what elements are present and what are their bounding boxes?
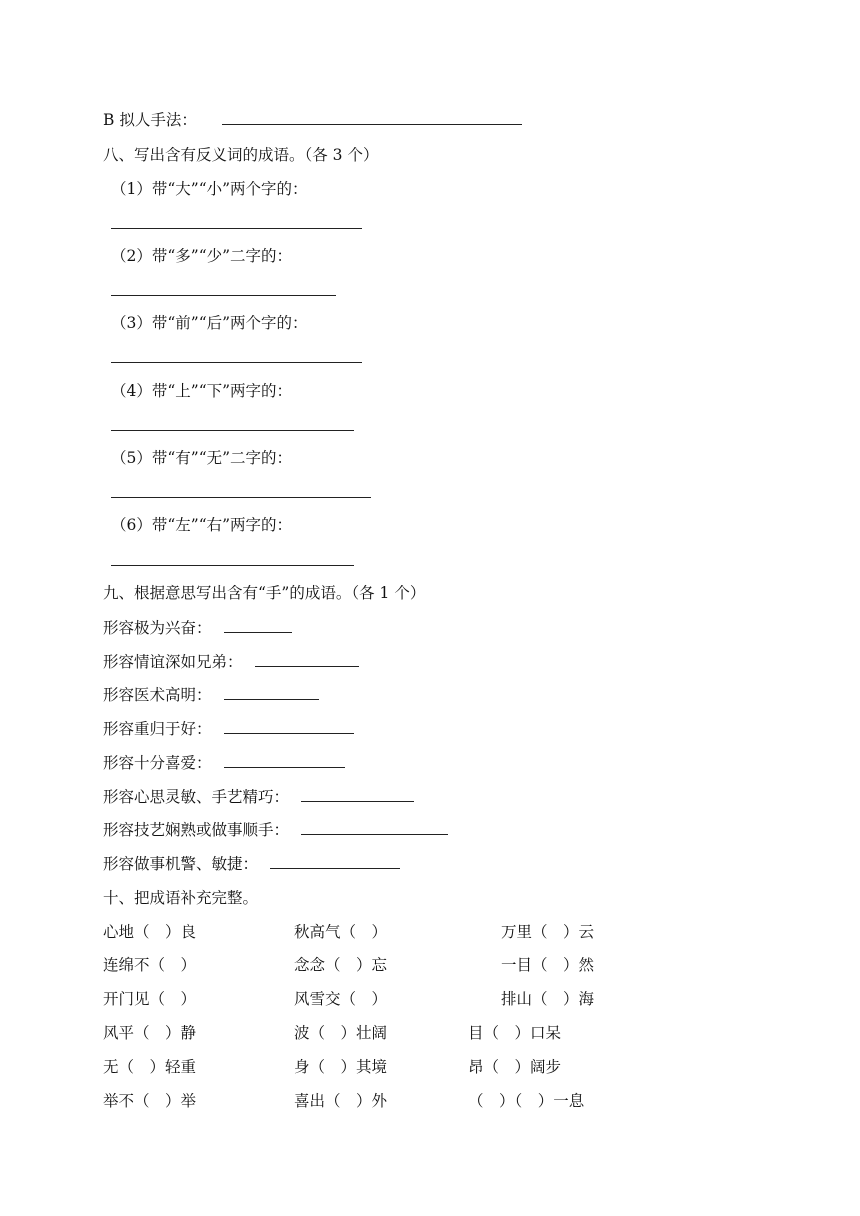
idiom-cell[interactable]: 念念（ ）忘 — [294, 956, 388, 974]
b-personification-line — [103, 110, 522, 130]
s9-item-6 — [103, 787, 414, 807]
section-9-title: 九、根据意思写出含有“手”的成语。（各 1 个） — [103, 584, 426, 602]
idiom-cell[interactable]: 无（ ）轻重 — [103, 1058, 197, 1076]
idiom-cell[interactable]: 喜出（ ）外 — [294, 1092, 388, 1110]
answer-blank[interactable] — [224, 618, 292, 633]
s8-question-1: （1）带“大”“小”两个字的： — [111, 180, 308, 198]
s9-item-3 — [103, 685, 319, 705]
answer-blank[interactable] — [224, 753, 345, 768]
s9-prompt: 形容技艺娴熟或做事顺手： — [103, 821, 290, 839]
answer-blank[interactable] — [224, 685, 319, 700]
s8-answer-line-3[interactable] — [111, 362, 362, 363]
answer-blank[interactable] — [270, 854, 400, 869]
idiom-cell[interactable]: 身（ ）其境 — [294, 1058, 388, 1076]
s8-answer-line-5[interactable] — [111, 497, 371, 498]
s9-item-8 — [103, 854, 400, 874]
idiom-cell[interactable]: 秋高气（ ） — [294, 923, 388, 941]
answer-blank[interactable] — [301, 787, 414, 802]
section-10-title: 十、把成语补充完整。 — [103, 889, 259, 907]
idiom-cell[interactable]: 开门见（ ） — [103, 990, 197, 1008]
s8-question-5: （5）带“有”“无”二字的： — [111, 449, 293, 467]
s9-prompt: 形容做事机警、敏捷： — [103, 855, 259, 873]
s9-prompt: 形容十分喜爱： — [103, 754, 212, 772]
s9-item-4 — [103, 719, 354, 739]
s9-item-5 — [103, 753, 345, 773]
idiom-cell[interactable]: 目（ ）口呆 — [468, 1024, 562, 1042]
s8-question-2: （2）带“多”“少”二字的： — [111, 247, 293, 265]
s9-prompt: 形容医术高明： — [103, 686, 212, 704]
s8-answer-line-2[interactable] — [111, 295, 336, 296]
s8-question-3: （3）带“前”“后”两个字的： — [111, 314, 308, 332]
answer-blank[interactable] — [224, 719, 354, 734]
s8-answer-line-6[interactable] — [111, 565, 354, 566]
s9-item-2 — [103, 652, 359, 672]
idiom-cell[interactable]: 一目（ ）然 — [501, 956, 595, 974]
s9-prompt: 形容情谊深如兄弟： — [103, 653, 243, 671]
answer-blank[interactable] — [301, 820, 448, 835]
idiom-cell[interactable]: 心地（ ）良 — [103, 923, 197, 941]
idiom-cell[interactable]: 举不（ ）举 — [103, 1092, 197, 1110]
s8-answer-line-4[interactable] — [111, 430, 354, 431]
answer-blank[interactable] — [222, 110, 522, 125]
answer-blank[interactable] — [255, 652, 359, 667]
s9-prompt: 形容心思灵敏、手艺精巧： — [103, 788, 290, 806]
idiom-cell[interactable]: 风雪交（ ） — [294, 990, 388, 1008]
idiom-cell[interactable]: 万里（ ）云 — [501, 923, 595, 941]
s9-prompt: 形容极为兴奋： — [103, 619, 212, 637]
s9-prompt: 形容重归于好： — [103, 720, 212, 738]
s8-question-6: （6）带“左”“右”两字的： — [111, 516, 293, 534]
s8-answer-line-1[interactable] — [111, 228, 362, 229]
idiom-cell[interactable]: 风平（ ）静 — [103, 1024, 197, 1042]
s8-question-4: （4）带“上”“下”两字的： — [111, 382, 293, 400]
idiom-cell[interactable]: 排山（ ）海 — [501, 990, 595, 1008]
section-8-title: 八、写出含有反义词的成语。（各 3 个） — [103, 146, 379, 164]
s9-item-7 — [103, 820, 448, 840]
b-prompt: B 拟人手法： — [103, 111, 197, 129]
idiom-cell[interactable]: 连绵不（ ） — [103, 956, 197, 974]
idiom-cell[interactable]: （ ）（ ）一息 — [468, 1092, 585, 1110]
idiom-cell[interactable]: 波（ ）壮阔 — [294, 1024, 388, 1042]
s9-item-1 — [103, 618, 292, 638]
idiom-cell[interactable]: 昂（ ）阔步 — [468, 1058, 562, 1076]
